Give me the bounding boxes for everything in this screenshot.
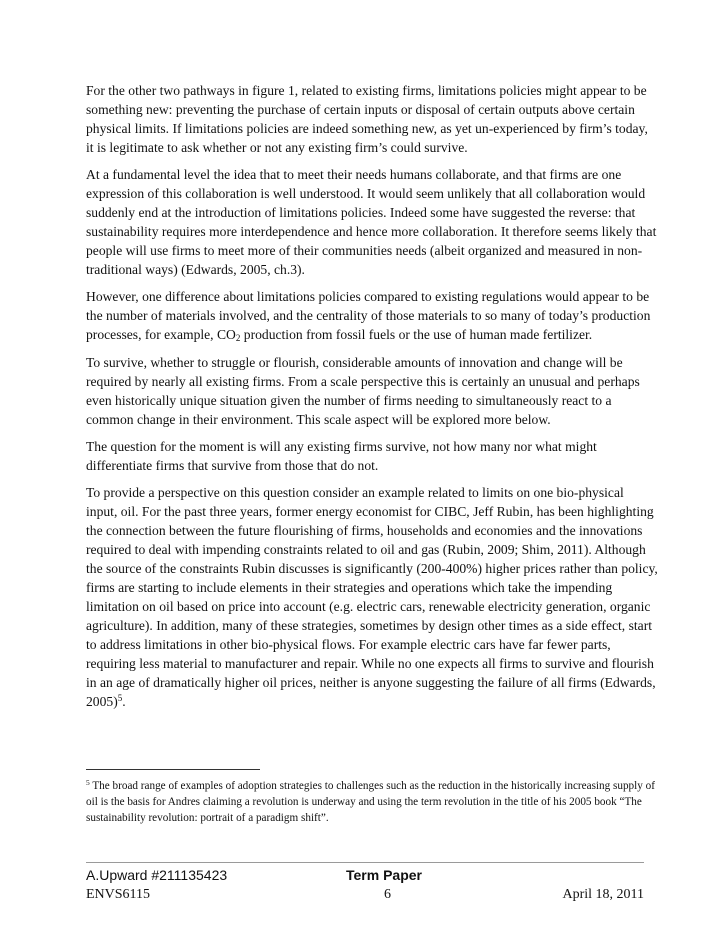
paragraph-materials-text-1: However, one difference about limitations policies compared to existing regulations would appear to be the number of materials involved, and the centrality of those materials to so many of today’s production processes, for example, CO — [86, 289, 651, 342]
footnote-divider — [86, 769, 260, 770]
paragraph-materials — [86, 287, 658, 344]
paragraph-oil-text: To provide a perspective on this question consider an example related to limits on one bio-physical input, oil. For the past three years, former energy economist for CIBC, Jeff Rubin, has been highlighting the connection between the future flourishing of firms, households and economies and the innovations required to deal with impending constraints related to oil and gas (Rubin, 2009; Shim, 2011). Although the source of the constraints Rubin discusses is significantly (200-400%) higher prices rather than policy, firms are starting to include elements in their strategies and operations which take the impending limitation on oil based on price into account (e.g. electric cars, renewable electricity generation, organic agriculture). In addition, many of these strategies, sometimes by design other times as a side effect, start to address limitations in other bio-physical flows. For example electric cars have far fewer parts, requiring less material to manufacturer and repair. While no one expects all firms to survive and flourish in an age of dramatically higher oil prices, neither is anyone suggesting the failure of all firms (Edwards, 2005) — [86, 485, 658, 709]
paragraph-question: The question for the moment is will any existing firms survive, not how many nor what might differentiate firms that survive from those that do not. — [86, 439, 597, 473]
footer-course: ENVS6115 — [86, 887, 151, 902]
page-number: 6 — [384, 887, 391, 902]
footer-doc-type: Term Paper — [346, 867, 422, 883]
footer-date: April 18, 2011 — [562, 887, 644, 902]
paragraph-oil-example — [86, 483, 658, 711]
paragraph-existing-firms: For the other two pathways in figure 1, related to existing firms, limitations policies might appear to be something new: preventing the purchase of certain inputs or disposal of certain outputs above certain physical limits. If limitations policies are indeed something new, as yet un-experienced by firm’s today, it is legitimate to ask whether or not any existing firm’s could survive. — [86, 83, 648, 155]
footnote — [86, 778, 658, 826]
footer-author: A.Upward #211135423 — [86, 867, 228, 883]
paragraph-materials-text-2: production from fossil fuels or the use of human made fertilizer. — [240, 327, 593, 342]
paragraph-oil-end: . — [122, 694, 126, 709]
footnote-reference[interactable]: 5 — [117, 693, 123, 703]
paragraph-collaboration: At a fundamental level the idea that to meet their needs humans collaborate, and that firms are one expression of this collaboration is well understood. It would seem unlikely that all collaboration would suddenly end at the introduction of limitations policies. Indeed some have suggested the reverse: that sustainability requires more interdependence and hence more collaboration. It therefore seems likely that people will use firms to meet more of their communities needs (albeit organized and measured in non-traditional ways) (Edwards, 2005, ch.3). — [86, 167, 657, 277]
footnote-marker: 5 — [86, 778, 90, 787]
paragraph-innovation: To survive, whether to struggle or flourish, considerable amounts of innovation and change will be required by nearly all existing firms. From a scale perspective this is certainly an unusual and perhaps even historically unique situation given the number of firms needing to simultaneously react to a common change in their environment. This scale aspect will be explored more below. — [86, 355, 640, 427]
footnote-text: The broad range of examples of adoption strategies to challenges such as the reduction in the historically increasing supply of oil is the basis for Andres claiming a revolution is underway and using the term revolution in the title of his 2005 book “The sustainability revolution: portrait of a paradigm shift”. — [86, 780, 655, 824]
co2-subscript: 2 — [235, 333, 241, 343]
body-text — [86, 81, 658, 719]
footer-divider — [86, 862, 644, 863]
